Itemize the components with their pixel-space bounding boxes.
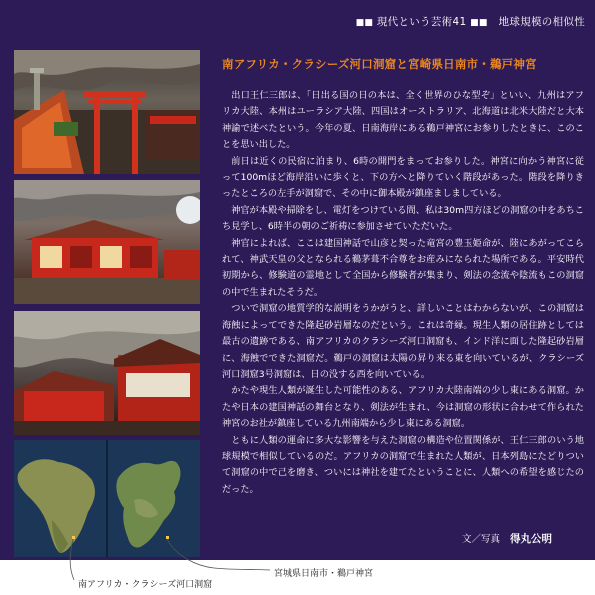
series-header (356, 14, 585, 29)
paragraph: 神官によれば、ここは建国神話で山彦と契った竜宮の豊玉姫命が、陸にあがってこられて、神武天皇の父となられる鵜茅葺不合尊をお産みになられた場所である。平安時代初期から、修験道の霊地として全国から修験者が集まり、剣法の念流や陰流もこの洞窟の中で生まれたそうだ。 (222, 237, 584, 298)
header-squares-right: ■■ (470, 18, 488, 28)
paragraph: 出口王仁三郎は、「日出る国の日の本は、全く世界のひな型ぞ」といい、九州はアフリカ大陸、本州はユーラシア大陸、四国はオーストラリア、北海道は北米大陸だと大本神諭で述べたという。今年の夏、日南海岸にある鵜戸神宮にお参りしたときに、このことを思い出した。 (222, 90, 584, 151)
photo-shrine-gate (14, 50, 200, 174)
map-comparison (14, 440, 200, 557)
paragraph: ともに人類の運命に多大な影響を与えた洞窟の構造や位置関係が、王仁三郎のいう地球規模で相似しているのだ。アフリカの洞窟で生まれた人類が、日本列島にたどりついて洞窟の中で己を磨き、ついには神社を建てたということに、人類への希望を感じたのだった。 (222, 434, 584, 495)
series-subtitle: 地球規模の相似性 (498, 16, 585, 28)
series-title: 現代という芸術41 (376, 16, 467, 28)
author-name: 得丸公明 (510, 533, 553, 545)
article-body (222, 88, 584, 498)
paragraph: かたや現生人類が誕生した可能性のある、アフリカ大陸南端の少し東にある洞窟。かたや日本の建国神話の舞台となり、剣法が生まれ、今は洞窟の形状に合わせて作られた神宮のお社が鎮座している九州南端から少し東にある洞窟。 (222, 385, 584, 430)
credit-label: 文／写真 (462, 534, 501, 545)
map-marker-udo (166, 536, 169, 539)
author-credit (462, 531, 552, 546)
photo-main-shrine (14, 180, 200, 304)
article-title: 南アフリカ・クラシーズ河口洞窟と宮崎県日南市・鵜戸神宮 (222, 57, 537, 71)
caption-klasies-cave: 南アフリカ・クラシーズ河口洞窟 (78, 580, 213, 590)
paragraph: 神官が本殿や掃除をし、電灯をつけている間、私は30m四方ほどの洞窟の中をあちこち見学し、6時半の朝のご祈祷に参加させていただいた。 (222, 204, 584, 233)
map-marker-klasies (72, 536, 75, 539)
photo-shrine-side (14, 311, 200, 435)
paragraph: 前日は近くの民宿に泊まり、6時の開門をまってお参りした。神宮に向かう神宮に従って100mほど海岸沿いに歩くと、下の方へと降りていく階段があった。階段を降りきったところの左手が洞窟で、その中に御本殿が鎮座ましましている。 (222, 155, 584, 200)
header-squares-left: ■■ (355, 18, 374, 28)
caption-udo-shrine: 宮城県日南市・鵜戸神宮 (274, 569, 374, 579)
paragraph: ついで洞窟の地質学的な説明をうかがうと、詳しいことはわからないが、この洞窟は海蝕によってできた隆起砂岩層なのだという。これは奇縁。現生人類の居住跡としては最古の遺跡である、南アフリカのクラシーズ河口洞窟も、インド洋に面した隆起砂岩層に、海蝕でできた洞窟だ。鵜戸の洞窟は太陽の昇り来る東を向いているが、クラシーズ河口洞窟3号洞窟は、日の没する西を向いている。 (222, 303, 584, 380)
